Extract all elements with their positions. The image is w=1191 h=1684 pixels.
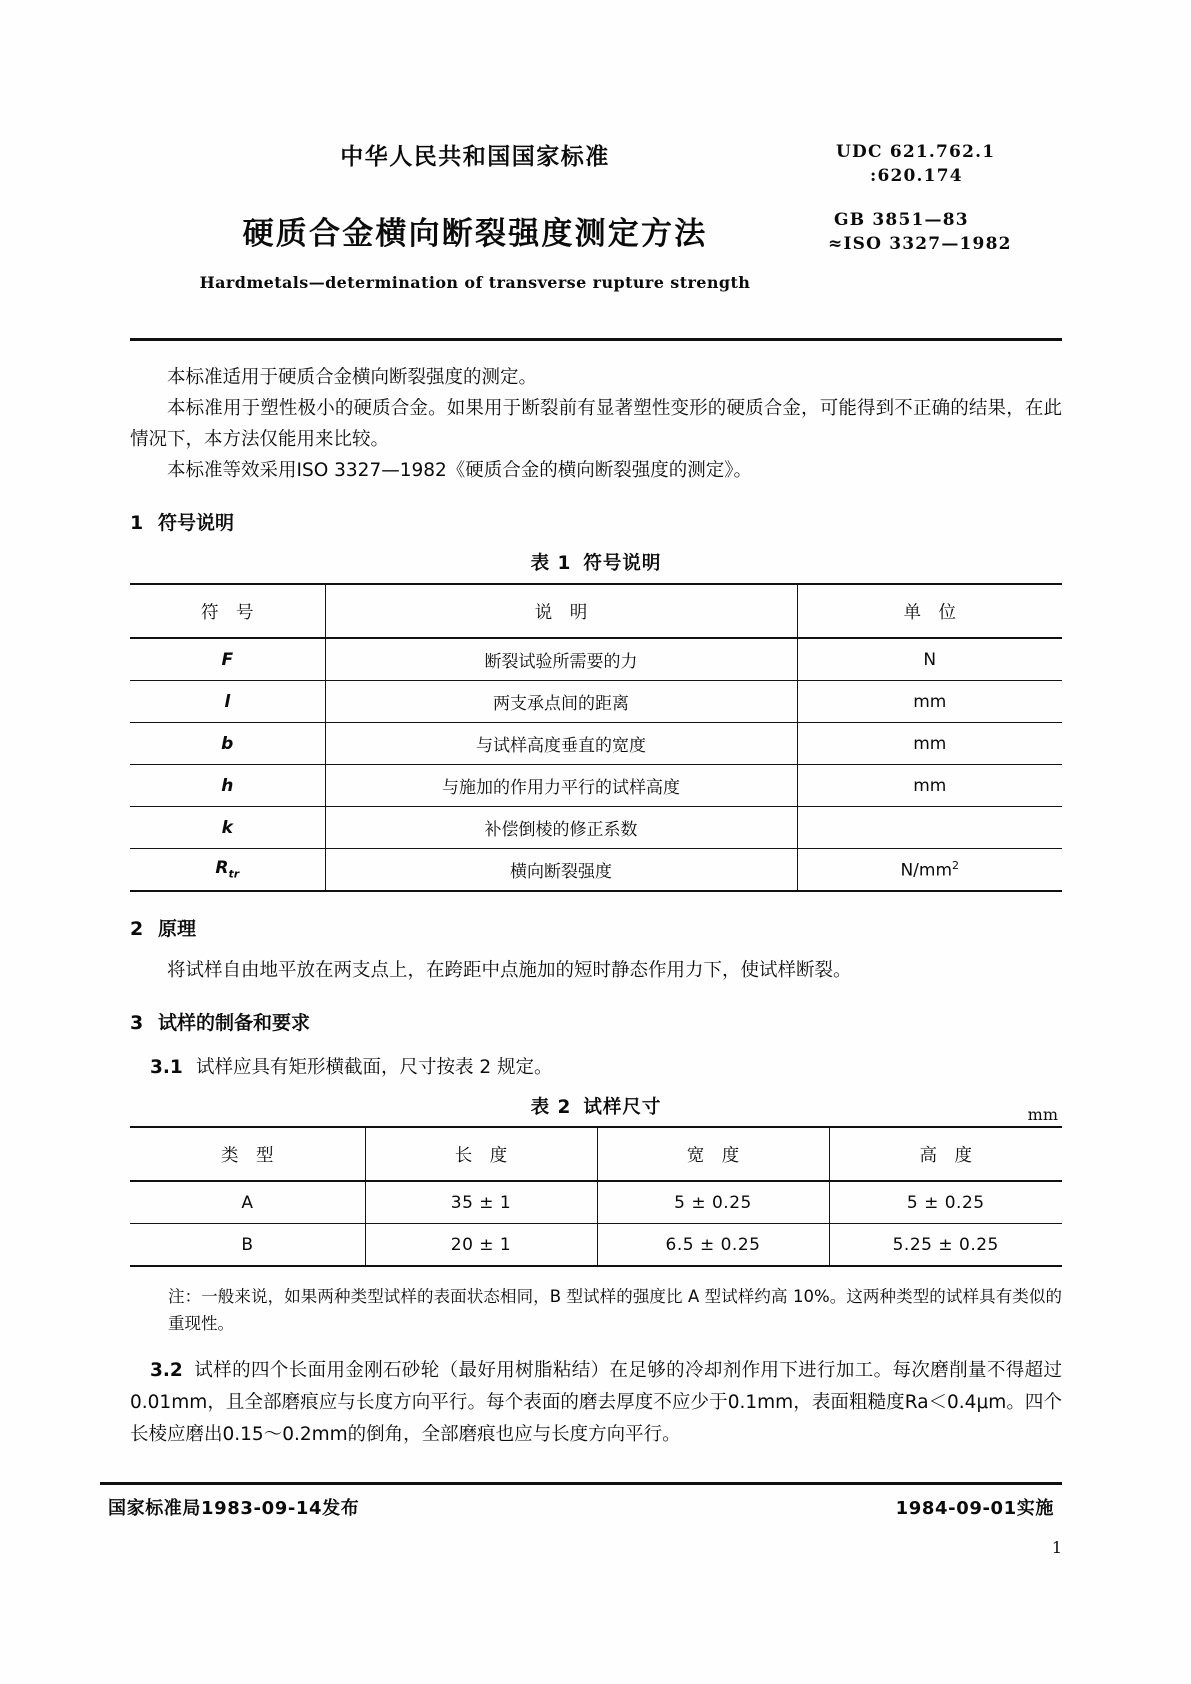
section-3-title: 试样的制备和要求: [158, 1012, 311, 1034]
table-row: [130, 1181, 1062, 1224]
table-2-note-label: 注：: [168, 1287, 202, 1306]
footer-effective-date: 1984-09-01实施: [895, 1498, 1054, 1519]
section-3-number: 3: [130, 1012, 144, 1034]
table-1-description: 与施加的作用力平行的试样高度: [325, 765, 797, 807]
table-1-header-unit: 单 位: [797, 584, 1062, 638]
section-3-2-paragraph: [130, 1355, 1062, 1451]
page-sheet: [108, 0, 1063, 1684]
table-2-note: [130, 1283, 1062, 1337]
intro-paragraph-2: 本标准用于塑性极小的硬质合金。如果用于断裂前有显著塑性变形的硬质合金，可能得到不正确的结果，在此情况下，本方法仅能用来比较。: [130, 398, 1062, 450]
section-3-2-number: 3.2: [150, 1360, 183, 1381]
page-number: 1: [1051, 1538, 1062, 1557]
table-row: [130, 1224, 1062, 1267]
table-2-height: 5.25 ± 0.25: [829, 1224, 1062, 1267]
table-1-unit: $N/mm^2$: [797, 849, 1062, 892]
table-1-unit: mm: [797, 765, 1062, 807]
table-1-description: 两支承点间的距离: [325, 681, 797, 723]
table-2-header-width: 宽 度: [597, 1127, 829, 1181]
udc-line-1: UDC 621.762.1: [836, 142, 996, 162]
document-body: [130, 362, 1062, 1451]
section-2-title: 原理: [158, 918, 197, 940]
table-1-symbol: $R_{tr}$: [130, 849, 325, 892]
table-1-header-symbol: 符 号: [130, 584, 325, 638]
udc-line-2: :620.174: [870, 166, 963, 187]
table-1-description: 与试样高度垂直的宽度: [325, 723, 797, 765]
section-1-heading: [130, 508, 1062, 535]
table-2-unit-tag: mm: [1027, 1105, 1058, 1124]
section-3-1-number: 3.1: [150, 1057, 183, 1078]
table-1-unit: N: [797, 638, 1062, 681]
table-2-type: A: [130, 1181, 365, 1224]
table-2-dimensions: [130, 1126, 1062, 1267]
table-1-symbol: h: [130, 765, 325, 807]
table-1-unit: mm: [797, 681, 1062, 723]
footer-issue-date: 国家标准局1983-09-14发布: [108, 1498, 360, 1519]
table-2-header-type: 类 型: [130, 1127, 365, 1181]
section-2-number: 2: [130, 918, 144, 940]
table-row: [130, 681, 1062, 723]
table-row: [130, 723, 1062, 765]
standard-number-iso: ≈ISO 3327—1982: [828, 234, 1012, 255]
national-standard-line: 中华人民共和国国家标准: [340, 144, 610, 170]
section-1-title: 符号说明: [158, 512, 235, 534]
table-2-note-text: 一般来说，如果两种类型试样的表面状态相同，B 型试样的强度比 A 型试样约高 10%。这两种类型的试样具有类似的重现性。: [168, 1287, 1063, 1333]
table-1-description: 补偿倒棱的修正系数: [325, 807, 797, 849]
page-title: 硬质合金横向断裂强度测定方法: [242, 216, 708, 252]
standard-number: [820, 208, 1062, 256]
table-1-label: 表 1: [530, 553, 572, 574]
section-3-heading: [130, 1008, 1062, 1035]
table-2-width: 6.5 ± 0.25: [597, 1224, 829, 1267]
table-row: [130, 765, 1062, 807]
section-3-2-text: 试样的四个长面用金刚石砂轮（最好用树脂粘结）在足够的冷却剂作用下进行加工。每次磨削量不得超过0.01mm，且全部磨痕应与长度方向平行。每个表面的磨去厚度不应少于0.1mm，表面粗糙度Ra＜0.4μm。四个长棱应磨出0.15～0.2mm的倒角，全部磨痕也应与长度方向平行。: [130, 1360, 1062, 1445]
table-row: [130, 849, 1062, 892]
table-2-type: B: [130, 1224, 365, 1267]
table-1-symbol: F: [130, 638, 325, 681]
section-3-1-heading: [130, 1053, 1062, 1079]
intro-paragraph-3: 本标准等效采用ISO 3327—1982《硬质合金的横向断裂强度的测定》。: [167, 460, 753, 481]
table-1-symbol: b: [130, 723, 325, 765]
table-1-symbol: l: [130, 681, 325, 723]
table-2-header-height: 高 度: [829, 1127, 1062, 1181]
section-1-number: 1: [130, 512, 144, 534]
table-2-length: 35 ± 1: [365, 1181, 597, 1224]
section-2-heading: [130, 914, 1062, 941]
table-1-header-description: 说 明: [325, 584, 797, 638]
section-2-paragraph: 将试样自由地平放在两支点上，在跨距中点施加的短时静态作用力下，使试样断裂。: [167, 960, 852, 981]
table-1-symbol: k: [130, 807, 325, 849]
table-1-header-row: [130, 584, 1062, 638]
table-2-header-row: [130, 1127, 1062, 1181]
intro-paragraph-1: 本标准适用于硬质合金横向断裂强度的测定。: [167, 367, 538, 388]
table-2-height: 5 ± 0.25: [829, 1181, 1062, 1224]
table-1-symbols: [130, 583, 1062, 892]
footer-divider-rule: [100, 1482, 1062, 1485]
table-row: [130, 807, 1062, 849]
table-1-unit: [797, 807, 1062, 849]
section-3-1-text: 试样应具有矩形横截面，尺寸按表 2 规定。: [196, 1057, 553, 1078]
table-2-length: 20 ± 1: [365, 1224, 597, 1267]
standard-number-gb: GB 3851—83: [834, 210, 969, 230]
english-title: Hardmetals—determination of transverse rupture strength: [199, 273, 751, 292]
table-1-title: 符号说明: [583, 553, 662, 574]
table-2-width: 5 ± 0.25: [597, 1181, 829, 1224]
table-1-description: 横向断裂强度: [325, 849, 797, 892]
table-row: [130, 638, 1062, 681]
header-divider-rule: [130, 338, 1062, 341]
table-2-header-length: 长 度: [365, 1127, 597, 1181]
table-1-description: 断裂试验所需要的力: [325, 638, 797, 681]
table-2-title: 试样尺寸: [583, 1097, 662, 1118]
table-1-caption: [130, 549, 1062, 575]
table-1-unit: mm: [797, 723, 1062, 765]
table-2-label: 表 2: [530, 1097, 572, 1118]
udc-code: [820, 140, 1062, 188]
